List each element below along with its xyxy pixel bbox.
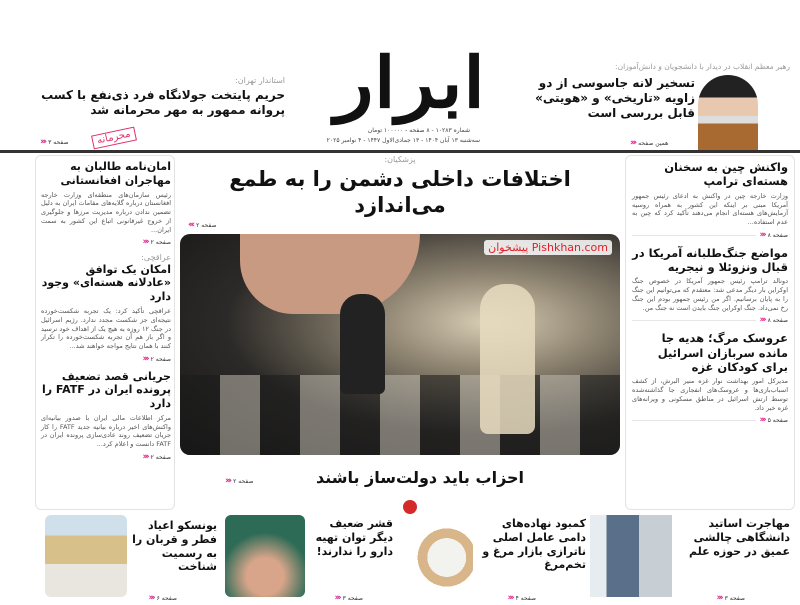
- top-left-story[interactable]: [40, 76, 285, 118]
- headline[interactable]: یونسکو اعیاد فطر و قربان را به رسمیت شناخت: [132, 519, 217, 574]
- headline[interactable]: امکان یک توافق «عادلانه هسته‌ای» وجود دارد: [41, 262, 171, 304]
- left-column-stories: [41, 160, 171, 463]
- story-body: دونالد ترامپ رئیس جمهور آمریکا در خصوص جنگ اوکراین بار دیگر مدعی شد: معتقدم که می‌توانیم این جنگ را به پایان برسانیم. اگر من رئیس جمهور بودم این جنگ رخ نمی‌داد. جنگ اوکراین جنگ بایدن است نه جنگ من.: [632, 277, 788, 312]
- chevrons-icon: ‹‹‹: [188, 220, 194, 231]
- chevrons-icon: ‹‹‹: [142, 237, 148, 248]
- kicker: استاندار تهران:: [235, 76, 285, 85]
- eid-photo: [45, 515, 127, 597]
- page-ref[interactable]: صفحه ۴ ‹‹‹: [507, 593, 536, 603]
- bottom-story[interactable]: [225, 515, 393, 603]
- main-headline[interactable]: اختلافات داخلی دشمن را به طمع می‌اندازد: [229, 166, 571, 217]
- story-body: مرکز اطلاعات مالی ایران با صدور بیانیه‌ای واکنش‌های اخیر درباره بیانیه جدید FATF را کار جریان تضعیف روند عادی‌سازی پرونده ایران در FATF دانست و اعلام کرد...: [41, 413, 172, 449]
- chevrons-icon: ‹‹‹: [40, 137, 46, 147]
- headline[interactable]: جریانی قصد تضعیف پرونده ایران در FATF را دارد: [41, 369, 171, 411]
- story[interactable]: [632, 160, 788, 241]
- page-ref[interactable]: صفحه ۸ ‹‹‹: [632, 230, 788, 241]
- page-ref[interactable]: صفحه ۲ ‹‹‹: [142, 237, 171, 248]
- story[interactable]: [632, 331, 788, 426]
- story-body: عراقچی تأکید کرد: یک تجربه شکست‌خورده نتیجه‌ای جز شکست مجدد ندارد. رژیم اسرائیل در جنگ ۱۲ روزه به هیچ یک از اهداف خود نرسید و اگر باز هم آن تجربه شکست‌خورده را تکرار کنند با همان نتایج مواجه خواهند شد...: [41, 306, 171, 351]
- date-line: سه‌شنبه ۱۳ آبان ۱۴۰۴ - ۱۳ جمادی‌الاول ۱۴۴۷ - ۴ نوامبر ۲۰۲۵: [326, 137, 480, 144]
- chevrons-icon: ‹‹‹: [630, 138, 636, 148]
- leader-photo: [698, 75, 758, 150]
- bottom-story[interactable]: [45, 515, 217, 603]
- headline[interactable]: امان‌نامه طالبان به مهاجران افغانستانی: [60, 160, 171, 187]
- top-left-page-ref[interactable]: صفحه ۳ ‹‹‹: [40, 137, 69, 147]
- chevrons-icon: ‹‹‹: [759, 229, 765, 240]
- page-ref[interactable]: صفحه ۲ ‹‹‹: [142, 353, 171, 364]
- headline[interactable]: واکنش چین به سخنان هسته‌ای ترامپ: [664, 160, 788, 189]
- top-right-kicker: رهبر معظم انقلاب در دیدار با دانشجویان و دانش‌آموزان:: [615, 62, 790, 71]
- hand: [240, 234, 420, 314]
- traveler-photo: [590, 515, 672, 597]
- white-piece: [480, 284, 535, 434]
- kicker: عراقچی:: [141, 253, 171, 263]
- masthead-logo: ابرار: [334, 41, 486, 124]
- story[interactable]: [41, 253, 171, 364]
- secondary-headline[interactable]: احزاب باید دولت‌ساز باشند: [315, 468, 525, 487]
- bottom-story[interactable]: [590, 515, 790, 603]
- chessboard: [180, 375, 620, 455]
- rooster-comb: [403, 500, 417, 514]
- main-kicker: پزشکیان:: [384, 155, 416, 164]
- headline[interactable]: عروسک مرگ؛ هدیه جا مانده سربازان اسرائیل برای کودکان غزه: [657, 331, 788, 374]
- secondary-page-ref[interactable]: صفحه ۲ ‹‹‹: [225, 476, 254, 486]
- headline[interactable]: حریم پایتخت جولانگاه فرد ذی‌نفع با کسب پروانه ممهور به مهر محرمانه شد: [41, 87, 285, 117]
- chevrons-icon: ‹‹‹: [759, 315, 765, 326]
- eggs-chicken-photo: [398, 515, 473, 600]
- top-right-headline[interactable]: تسخیر لانه جاسوسی از دو زاویه «تاریخی» و «هویتی» قابل بررسی است: [535, 76, 695, 120]
- pishkhan-watermark: پیشخوان Pishkhan.com: [484, 240, 612, 255]
- chevrons-icon: ‹‹‹: [142, 451, 148, 462]
- chevrons-icon: ‹‹‹: [759, 415, 765, 426]
- page-ref[interactable]: صفحه ۶ ‹‹‹: [148, 593, 177, 603]
- headline[interactable]: مهاجرت اساتید دانشگاهی چالشی عمیق در حوزه علم: [688, 517, 790, 558]
- medicine-hand-photo: [225, 515, 305, 597]
- headline[interactable]: کمبود نهاده‌های دامی عامل اصلی ناترازی بازار مرغ و تخم‌مرغ: [482, 517, 586, 572]
- page-ref[interactable]: صفحه ۵ ‹‹‹: [632, 415, 788, 426]
- chevrons-icon: ‹‹‹: [507, 593, 513, 603]
- bottom-story[interactable]: [398, 500, 586, 603]
- story-body: رئیس سازمان‌های منطقه‌ای وزارت خارجه افغانستان درباره گلایه‌های مقامات ایران به دلیل تضمین ندادن درباره مدیریت مرزها و جلوگیری از خروج غیرقانونی اتباع این کشور به سمت ایران...: [41, 190, 171, 234]
- right-column-stories: [632, 160, 788, 426]
- headline[interactable]: مواضع جنگ‌طلبانه آمریکا در قبال ونزوئلا و نیجریه: [632, 245, 788, 274]
- story[interactable]: [41, 160, 171, 248]
- chevrons-icon: ‹‹‹: [716, 593, 722, 603]
- chevrons-icon: ‹‹‹: [225, 476, 231, 486]
- issue-line: شماره ۱۰۲۸۳ - ۸ صفحه - ۱۰۰۰۰۰ تومان: [367, 127, 470, 134]
- page-ref[interactable]: صفحه ۳ ‹‹‹: [716, 593, 745, 603]
- king-piece: [340, 294, 385, 394]
- headline[interactable]: قشر ضعیف دیگر توان تهیه دارو را ندارند!: [315, 517, 393, 558]
- masthead-rule: [0, 150, 800, 153]
- page-ref[interactable]: صفحه ۸ ‹‹‹: [632, 315, 788, 326]
- page-ref[interactable]: صفحه ۳ ‹‹‹: [334, 593, 363, 603]
- main-story: [180, 155, 620, 455]
- confidential-stamp: محرمانه: [91, 127, 137, 150]
- story[interactable]: [632, 246, 788, 327]
- chevrons-icon: ‹‹‹: [142, 353, 148, 364]
- top-right-page-ref[interactable]: همین صفحه ‹‹‹: [630, 138, 669, 148]
- story-body: مدیرکل امور بهداشت نوار غزه منیر البرش، از کشف اسباب‌بازی‌ها و عروسک‌های انفجاری جا گذاشته‌شده توسط ارتش اسرائیل در مناطق مسکونی و ویرانه‌های غزه خبر داد.: [632, 377, 788, 412]
- page-ref[interactable]: صفحه ۲ ‹‹‹: [142, 451, 171, 462]
- story-body: وزارت خارجه چین در واکنش به ادعای رئیس جمهور آمریکا مبنی بر اینکه این کشور به همراه روسیه آزمایش‌های هسته‌ای انجام می‌دهند تأکید کرد که چین به عدم استفاده...: [632, 191, 788, 227]
- chess-photo: [180, 234, 620, 455]
- story[interactable]: [41, 370, 171, 463]
- chevrons-icon: ‹‹‹: [148, 593, 154, 603]
- chevrons-icon: ‹‹‹: [334, 593, 340, 603]
- main-page-ref[interactable]: ‹‹‹ صفحه ۲: [188, 220, 217, 231]
